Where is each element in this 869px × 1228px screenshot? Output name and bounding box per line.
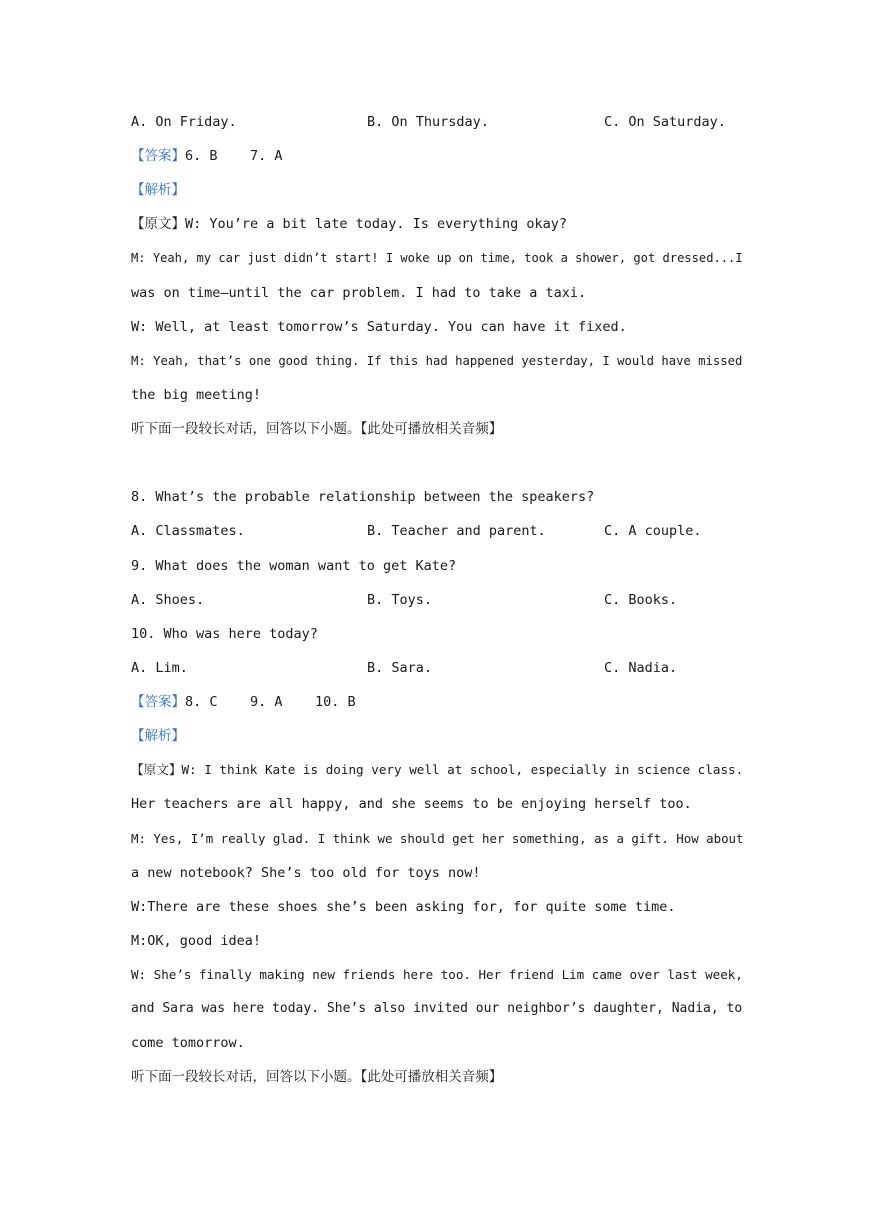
option-c: C. Books. (604, 592, 678, 608)
transcript-tag: 【原文】 (131, 762, 182, 777)
option-b: B. On Thursday. (367, 114, 489, 130)
transcript-2-line-1: Her teachers are all happy, and she seems to be enjoying herself too. (131, 796, 692, 812)
answer-line-2 (131, 693, 741, 711)
transcript-1-line-4: M: Yeah, that’s one good thing. If this had happened yesterday, I would have missed (131, 354, 743, 368)
analysis-tag: 【解析】 (131, 182, 185, 198)
transcript-1-line-2: was on time—until the car problem. I had to take a taxi. (131, 285, 587, 301)
question-8: 8. What’s the probable relationship between the speakers? (131, 489, 595, 505)
option-a: A. Classmates. (131, 523, 245, 539)
answer-text: 8. C 9. A 10. B (185, 694, 356, 710)
transcript-2-line-8: come tomorrow. (131, 1035, 245, 1051)
listening-instruction-2: 听下面一段较长对话，回答以下小题。【此处可播放相关音频】 (131, 1069, 503, 1085)
analysis-line-2 (131, 727, 741, 745)
option-c: C. A couple. (604, 523, 702, 539)
transcript-text: W: You’re a bit late today. Is everything okay? (185, 216, 568, 232)
transcript-2-line-5: M:OK, good idea! (131, 933, 262, 949)
q8-options (131, 522, 751, 540)
transcript-1-line-1: M: Yeah, my car just didn’t start! I woke up on time, took a shower, got dressed...I (131, 251, 743, 265)
analysis-line-1 (131, 181, 741, 199)
option-c: C. On Saturday. (604, 114, 726, 130)
q7-options (131, 113, 751, 131)
option-b: B. Teacher and parent. (367, 523, 546, 539)
option-a: A. On Friday. (131, 114, 237, 130)
q9-options (131, 591, 751, 609)
listening-instruction-1: 听下面一段较长对话，回答以下小题。【此处可播放相关音频】 (131, 421, 503, 437)
transcript-2-line-6: W: She’s finally making new friends here too. Her friend Lim came over last week, (131, 967, 743, 982)
transcript-2-line-7: and Sara was here today. She’s also invited our neighbor’s daughter, Nadia, to (131, 1001, 743, 1016)
question-10: 10. Who was here today? (131, 626, 318, 642)
transcript-text: W: I think Kate is doing very well at school, especially in science class. (181, 762, 744, 777)
option-b: B. Sara. (367, 660, 433, 676)
option-b: B. Toys. (367, 592, 433, 608)
option-c: C. Nadia. (604, 660, 678, 676)
transcript-2-line-3: a new notebook? She’s too old for toys now! (131, 865, 481, 881)
transcript-tag: 【原文】 (131, 216, 185, 232)
transcript-2-line-0 (131, 761, 744, 779)
option-a: A. Lim. (131, 660, 188, 676)
option-a: A. Shoes. (131, 592, 205, 608)
answer-tag: 【答案】 (131, 148, 185, 164)
transcript-2-line-4: W:There are these shoes she’s been asking for, for quite some time. (131, 899, 676, 915)
answer-tag: 【答案】 (131, 694, 185, 710)
answer-line-1 (131, 147, 741, 165)
transcript-1-line-3: W: Well, at least tomorrow’s Saturday. You can have it fixed. (131, 319, 627, 335)
transcript-2-line-2: M: Yes, I’m really glad. I think we should get her something, as a gift. How about (131, 831, 744, 846)
transcript-1-line-0 (131, 215, 741, 233)
answer-text: 6. B 7. A (185, 148, 283, 164)
analysis-tag: 【解析】 (131, 728, 185, 744)
transcript-1-line-5: the big meeting! (131, 387, 262, 403)
q10-options (131, 659, 751, 677)
question-9: 9. What does the woman want to get Kate? (131, 558, 457, 574)
